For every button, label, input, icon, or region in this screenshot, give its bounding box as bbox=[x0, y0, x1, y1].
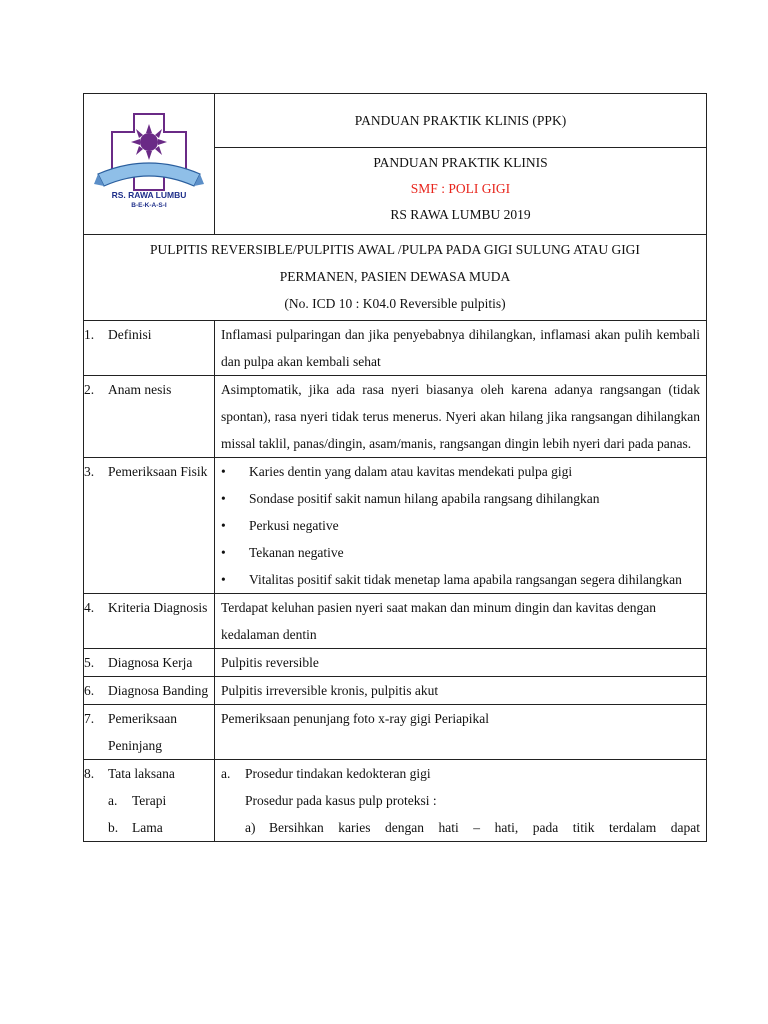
table-row bbox=[84, 760, 707, 842]
header-info bbox=[215, 148, 707, 235]
list-item: • Karies dentin yang dalam atau kavitas mendekati pulpa gigi bbox=[215, 458, 700, 485]
table-row bbox=[84, 705, 707, 760]
logo-text-line1: RS. RAWA LUMBU bbox=[111, 189, 187, 200]
bullet-icon: • bbox=[221, 464, 226, 479]
row-content: Pulpitis reversible bbox=[221, 655, 319, 670]
row-number: 6. bbox=[84, 683, 95, 698]
table-row bbox=[84, 649, 707, 677]
table-row bbox=[84, 677, 707, 705]
topic-title bbox=[84, 235, 707, 321]
row-number: 3. bbox=[84, 464, 95, 479]
row-label: Kriteria Diagnosis bbox=[108, 600, 208, 615]
list-item: • Sondase positif sakit namun hilang apabila rangsang dihilangkan bbox=[215, 485, 700, 512]
row-number: 7. bbox=[84, 711, 95, 726]
row-label: Diagnosa Banding bbox=[108, 683, 209, 698]
row-content: Terdapat keluhan pasien nyeri saat makan dan minum dingin dan kavitas dengan kedalaman dentin bbox=[221, 600, 657, 642]
bullet-list bbox=[215, 458, 700, 593]
row-label: Anam nesis bbox=[108, 382, 172, 397]
row-number: 2. bbox=[84, 382, 95, 397]
row-label: Pemeriksaan Fisik bbox=[108, 464, 208, 479]
row-label: Tata laksana bbox=[108, 766, 175, 781]
ppk-table bbox=[83, 93, 707, 842]
row-number: 4. bbox=[84, 600, 95, 615]
row-content: Pulpitis irreversible kronis, pulpitis akut bbox=[221, 683, 439, 698]
bullet-icon: • bbox=[221, 545, 226, 560]
table-row bbox=[84, 321, 707, 376]
bullet-icon: • bbox=[221, 491, 226, 506]
table-row bbox=[84, 458, 707, 594]
document-sub-title: PANDUAN PRAKTIK KLINIS bbox=[373, 155, 548, 170]
bullet-icon: • bbox=[221, 572, 226, 587]
list-item: • Vitalitas positif sakit tidak menetap lama apabila rangsangan segera dihilangkan bbox=[215, 566, 700, 593]
procedure-heading: a. Prosedur tindakan kedokteran gigi bbox=[221, 766, 431, 781]
list-item: a. Terapi bbox=[108, 793, 167, 808]
list-item: • Tekanan negative bbox=[215, 539, 700, 566]
bullet-icon: • bbox=[221, 518, 226, 533]
icd-code: (No. ICD 10 : K04.0 Reversible pulpitis) bbox=[284, 296, 506, 311]
table-row bbox=[84, 376, 707, 458]
row-content: Pemeriksaan penunjang foto x-ray gigi Periapikal bbox=[221, 711, 490, 726]
hospital-logo-icon bbox=[94, 112, 204, 208]
topic-title-line2: PERMANEN, PASIEN DEWASA MUDA bbox=[279, 269, 511, 284]
topic-title-line1: PULPITIS REVERSIBLE/PULPITIS AWAL /PULPA PADA GIGI SULUNG ATAU GIGI bbox=[150, 242, 640, 257]
hospital-year: RS RAWA LUMBU 2019 bbox=[390, 207, 531, 222]
procedure-step: a) Bersihkan karies dengan hati – hati, pada titik terdalam dapat bbox=[245, 820, 700, 835]
logo-text-line2: B-E-K-A-S-I bbox=[131, 201, 167, 208]
procedure-intro: Prosedur pada kasus pulp proteksi : bbox=[245, 793, 437, 808]
row-content: Asimptomatik, jika ada rasa nyeri biasanya oleh karena adanya rangsangan (tidak spontan), rasa nyeri tidak terus menerus. Nyeri akan hilang jika rangsangan dihilangkan missal taklil, panas/dingin, asam/manis, rangsangan dingin lebih nyeri dari pada panas. bbox=[221, 382, 700, 451]
document-main-title: PANDUAN PRAKTIK KLINIS (PPK) bbox=[215, 94, 707, 148]
list-item: b. Lama bbox=[108, 820, 163, 835]
row-content: Inflamasi pulparingan dan jika penyebabnya dihilangkan, inflamasi akan pulih kembali dan pulpa akan kembali sehat bbox=[221, 327, 700, 369]
logo-cell bbox=[84, 94, 215, 235]
row-label: Diagnosa Kerja bbox=[108, 655, 193, 670]
smf-label: SMF : POLI GIGI bbox=[410, 181, 511, 196]
row-number: 8. bbox=[84, 766, 95, 781]
row-number: 1. bbox=[84, 327, 95, 342]
row-label: Definisi bbox=[108, 327, 152, 342]
list-item: • Perkusi negative bbox=[215, 512, 700, 539]
table-row bbox=[84, 594, 707, 649]
row-number: 5. bbox=[84, 655, 95, 670]
sub-list bbox=[84, 787, 214, 841]
row-label: Pemeriksaan Peninjang bbox=[108, 711, 177, 753]
